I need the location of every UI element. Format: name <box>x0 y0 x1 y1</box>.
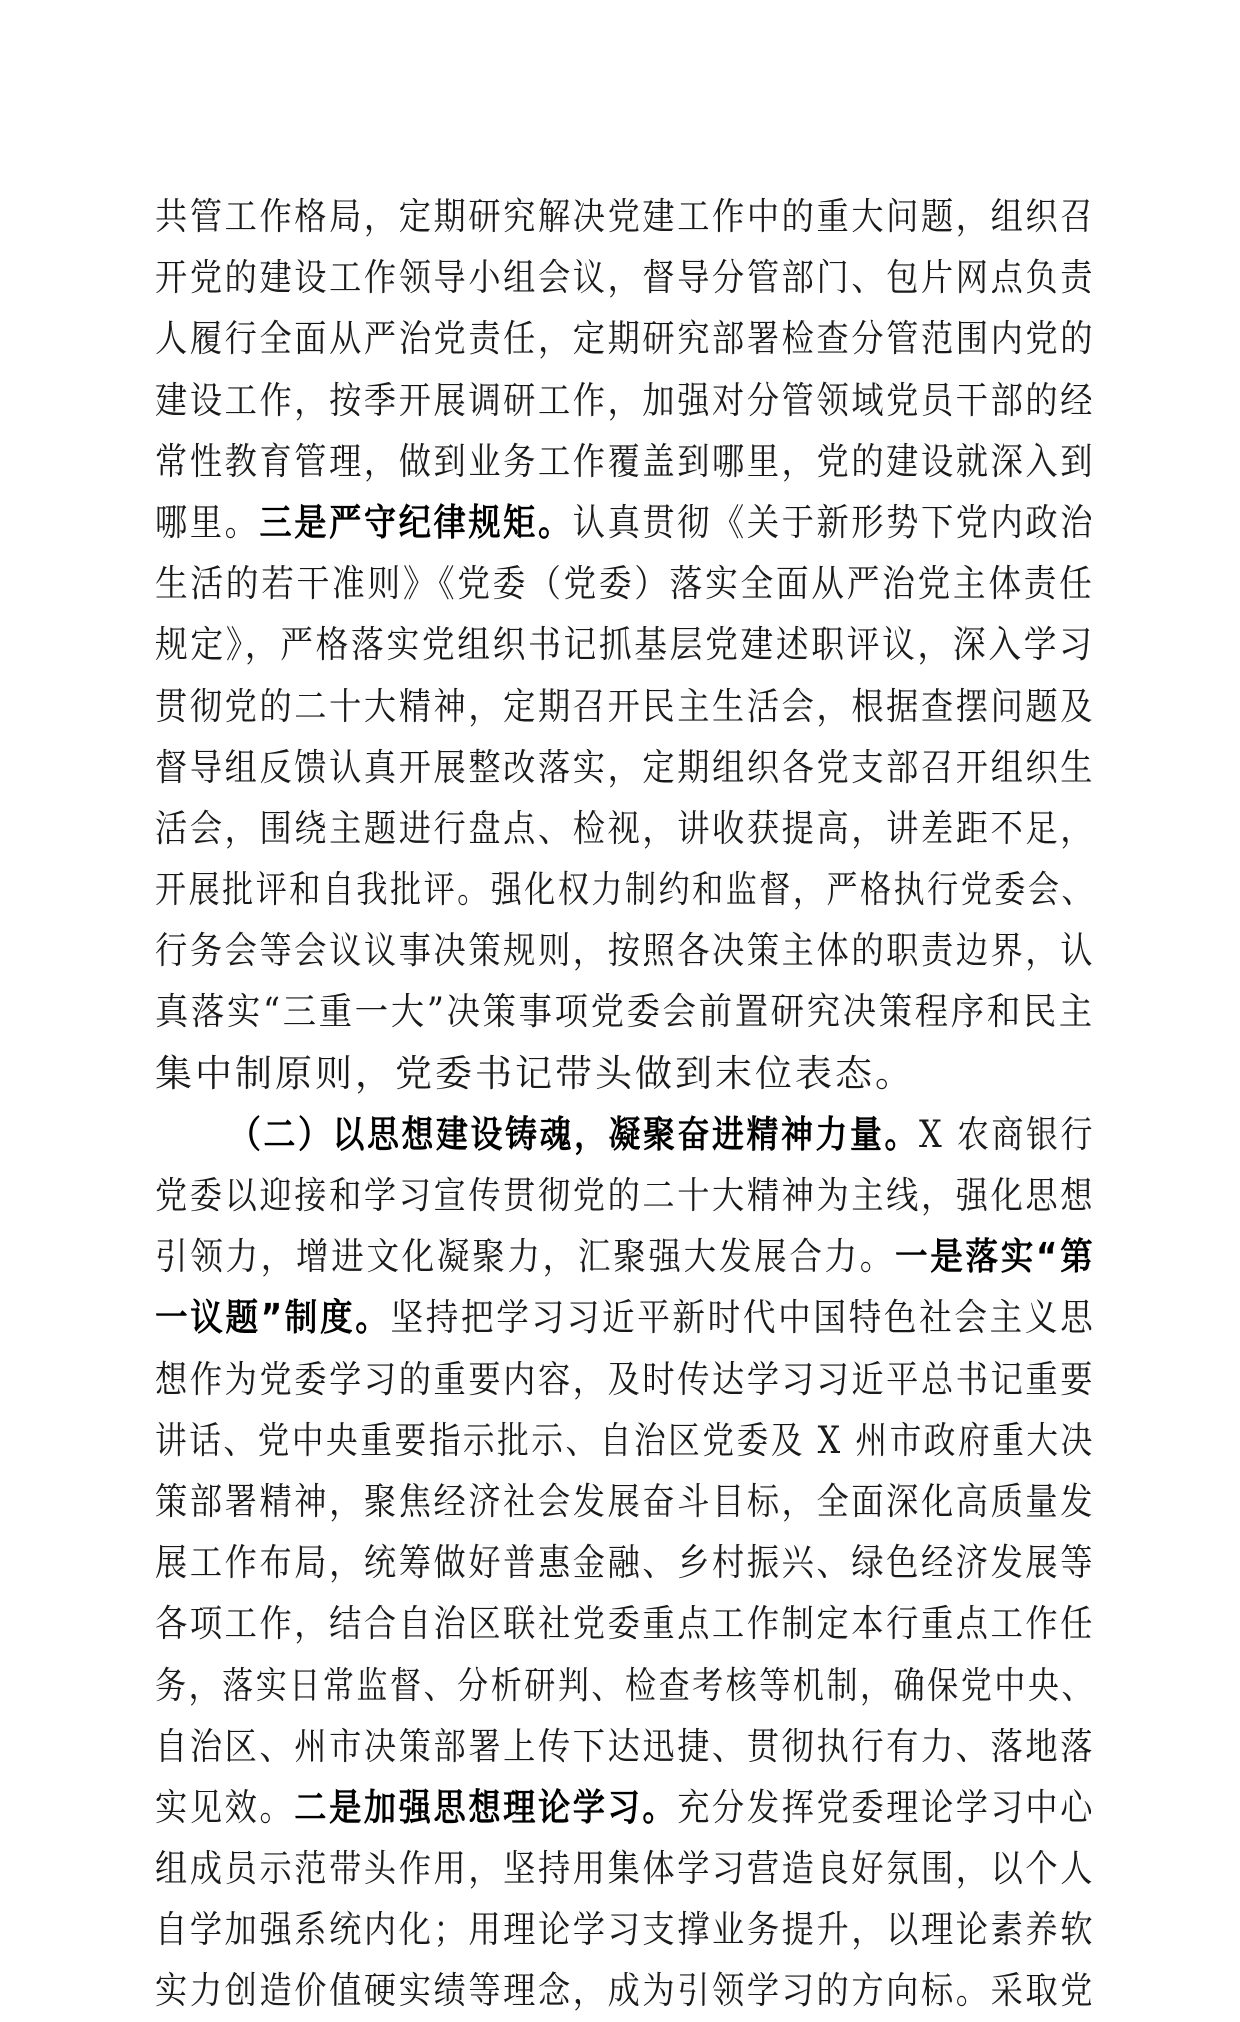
text-line <box>155 1960 1095 2021</box>
body-text-run: 充分发挥党委理论学习中心 <box>677 1785 1096 1829</box>
text-line <box>155 1716 1095 1777</box>
bold-heading-text: 二是加强思想理论学习。 <box>294 1785 678 1829</box>
text-line <box>155 1410 1095 1471</box>
text-line <box>155 1777 1095 1838</box>
text-line <box>155 1471 1095 1532</box>
body-text-run: 党委以迎接和学习宣传贯彻党的二十大精神为主线，强化思想 <box>155 1174 1096 1217</box>
text-line <box>155 370 1095 431</box>
text-line <box>155 186 1095 247</box>
body-text-run: 讲话、党中央重要指示批示、自治区党委及 X 州市政府重大决 <box>155 1418 1095 1462</box>
bold-heading-text: 一议题”制度。 <box>155 1296 391 1340</box>
body-text-run: X 农商银行 <box>919 1112 1096 1156</box>
body-text-run: 坚持把学习习近平新时代中国特色社会主义思 <box>390 1296 1096 1340</box>
body-text-run: 想作为党委学习的重要内容，及时传达学习习近平总书记重要 <box>155 1357 1096 1401</box>
body-text-run: 务，落实日常监督、分析研判、检查考核等机制，确保党中央、 <box>155 1663 1096 1707</box>
body-text-run: 贯彻党的二十大精神，定期召开民主生活会，根据查摆问题及 <box>155 684 1096 728</box>
text-line <box>155 1104 1095 1165</box>
bold-heading-text: 一是落实“第 <box>895 1235 1096 1279</box>
body-text-run: 实见效。 <box>155 1785 295 1829</box>
text-line <box>155 920 1095 981</box>
text-line <box>155 1165 1095 1226</box>
body-text-run: 组成员示范带头作用，坚持用集体学习营造良好氛围，以个人 <box>155 1847 1096 1891</box>
text-line <box>155 798 1095 859</box>
body-text-run: 自治区、州市决策部署上传下达迅捷、贯彻执行有力、落地落 <box>155 1724 1096 1768</box>
text-line <box>155 859 1095 920</box>
bold-heading-text: 三是严守纪律规矩。 <box>259 500 573 544</box>
body-text-run: 引领力，增进文化凝聚力，汇聚强大发展合力。 <box>155 1235 896 1279</box>
body-text-run: 策部署精神，聚焦经济社会发展奋斗目标，全面深化高质量发 <box>155 1479 1096 1523</box>
body-text-run: 督导组反馈认真开展整改落实，定期组织各党支部召开组织生 <box>155 745 1096 789</box>
text-line <box>155 614 1095 675</box>
body-text-run: 生活的若干准则》《党委（党委）落实全面从严治党主体责任 <box>155 562 1095 606</box>
body-text-run: 真落实“三重一大”决策事项党委会前置研究决策程序和民主 <box>155 990 1095 1034</box>
body-text-run: 共管工作格局，定期研究解决党建工作中的重大问题，组织召 <box>155 195 1096 238</box>
body-text-run: 认真贯彻《关于新形势下党内政治 <box>572 500 1096 544</box>
body-text-run: 常性教育管理，做到业务工作覆盖到哪里，党的建设就深入到 <box>155 439 1096 483</box>
text-line <box>155 1043 1095 1104</box>
text-line <box>155 1593 1095 1654</box>
body-text-run: 规定》，严格落实党组织书记抓基层党建述职评议，深入学习 <box>155 623 1095 667</box>
body-text-run: 人履行全面从严治党责任，定期研究部署检查分管范围内党的 <box>155 317 1096 361</box>
text-line <box>155 1838 1095 1899</box>
body-text-run: 实力创造价值硬实绩等理念，成为引领学习的方向标。采取党 <box>155 1969 1096 2013</box>
text-line <box>155 1655 1095 1716</box>
body-text-run: 展工作布局，统筹做好普惠金融、乡村振兴、绿色经济发展等 <box>155 1541 1096 1585</box>
text-line <box>155 308 1095 369</box>
text-line <box>155 1287 1095 1348</box>
body-text <box>155 186 1095 2022</box>
text-line <box>155 1532 1095 1593</box>
body-text-run: 行务会等会议议事决策规则，按照各决策主体的职责边界，认 <box>155 929 1096 973</box>
body-text-run: 建设工作，按季开展调研工作，加强对分管领域党员干部的经 <box>155 378 1096 422</box>
text-line <box>155 1226 1095 1287</box>
text-line <box>155 431 1095 492</box>
text-line <box>155 981 1095 1042</box>
text-line <box>155 492 1095 553</box>
body-text-run: 开党的建设工作领导小组会议，督导分管部门、包片网点负责 <box>155 256 1096 300</box>
body-text-run: 开展批评和自我批评。强化权力制约和监督，严格执行党委会、 <box>155 868 1096 912</box>
text-line <box>155 676 1095 737</box>
text-line <box>155 553 1095 614</box>
bold-heading-text: （二）以思想建设铸魂，凝聚奋进精神力量。 <box>229 1112 919 1156</box>
body-text-run: 活会，围绕主题进行盘点、检视，讲收获提高，讲差距不足， <box>155 806 1096 850</box>
text-line <box>155 737 1095 798</box>
text-line <box>155 1899 1095 1960</box>
text-line <box>155 247 1095 308</box>
body-text-run: 哪里。 <box>155 500 260 544</box>
body-text-run: 自学加强系统内化；用理论学习支撑业务提升，以理论素养软 <box>155 1908 1096 1952</box>
body-text-run: 各项工作，结合自治区联社党委重点工作制定本行重点工作任 <box>155 1602 1096 1646</box>
text-line <box>155 1349 1095 1410</box>
body-text-run: 集中制原则，党委书记带头做到末位表态。 <box>155 1051 915 1095</box>
